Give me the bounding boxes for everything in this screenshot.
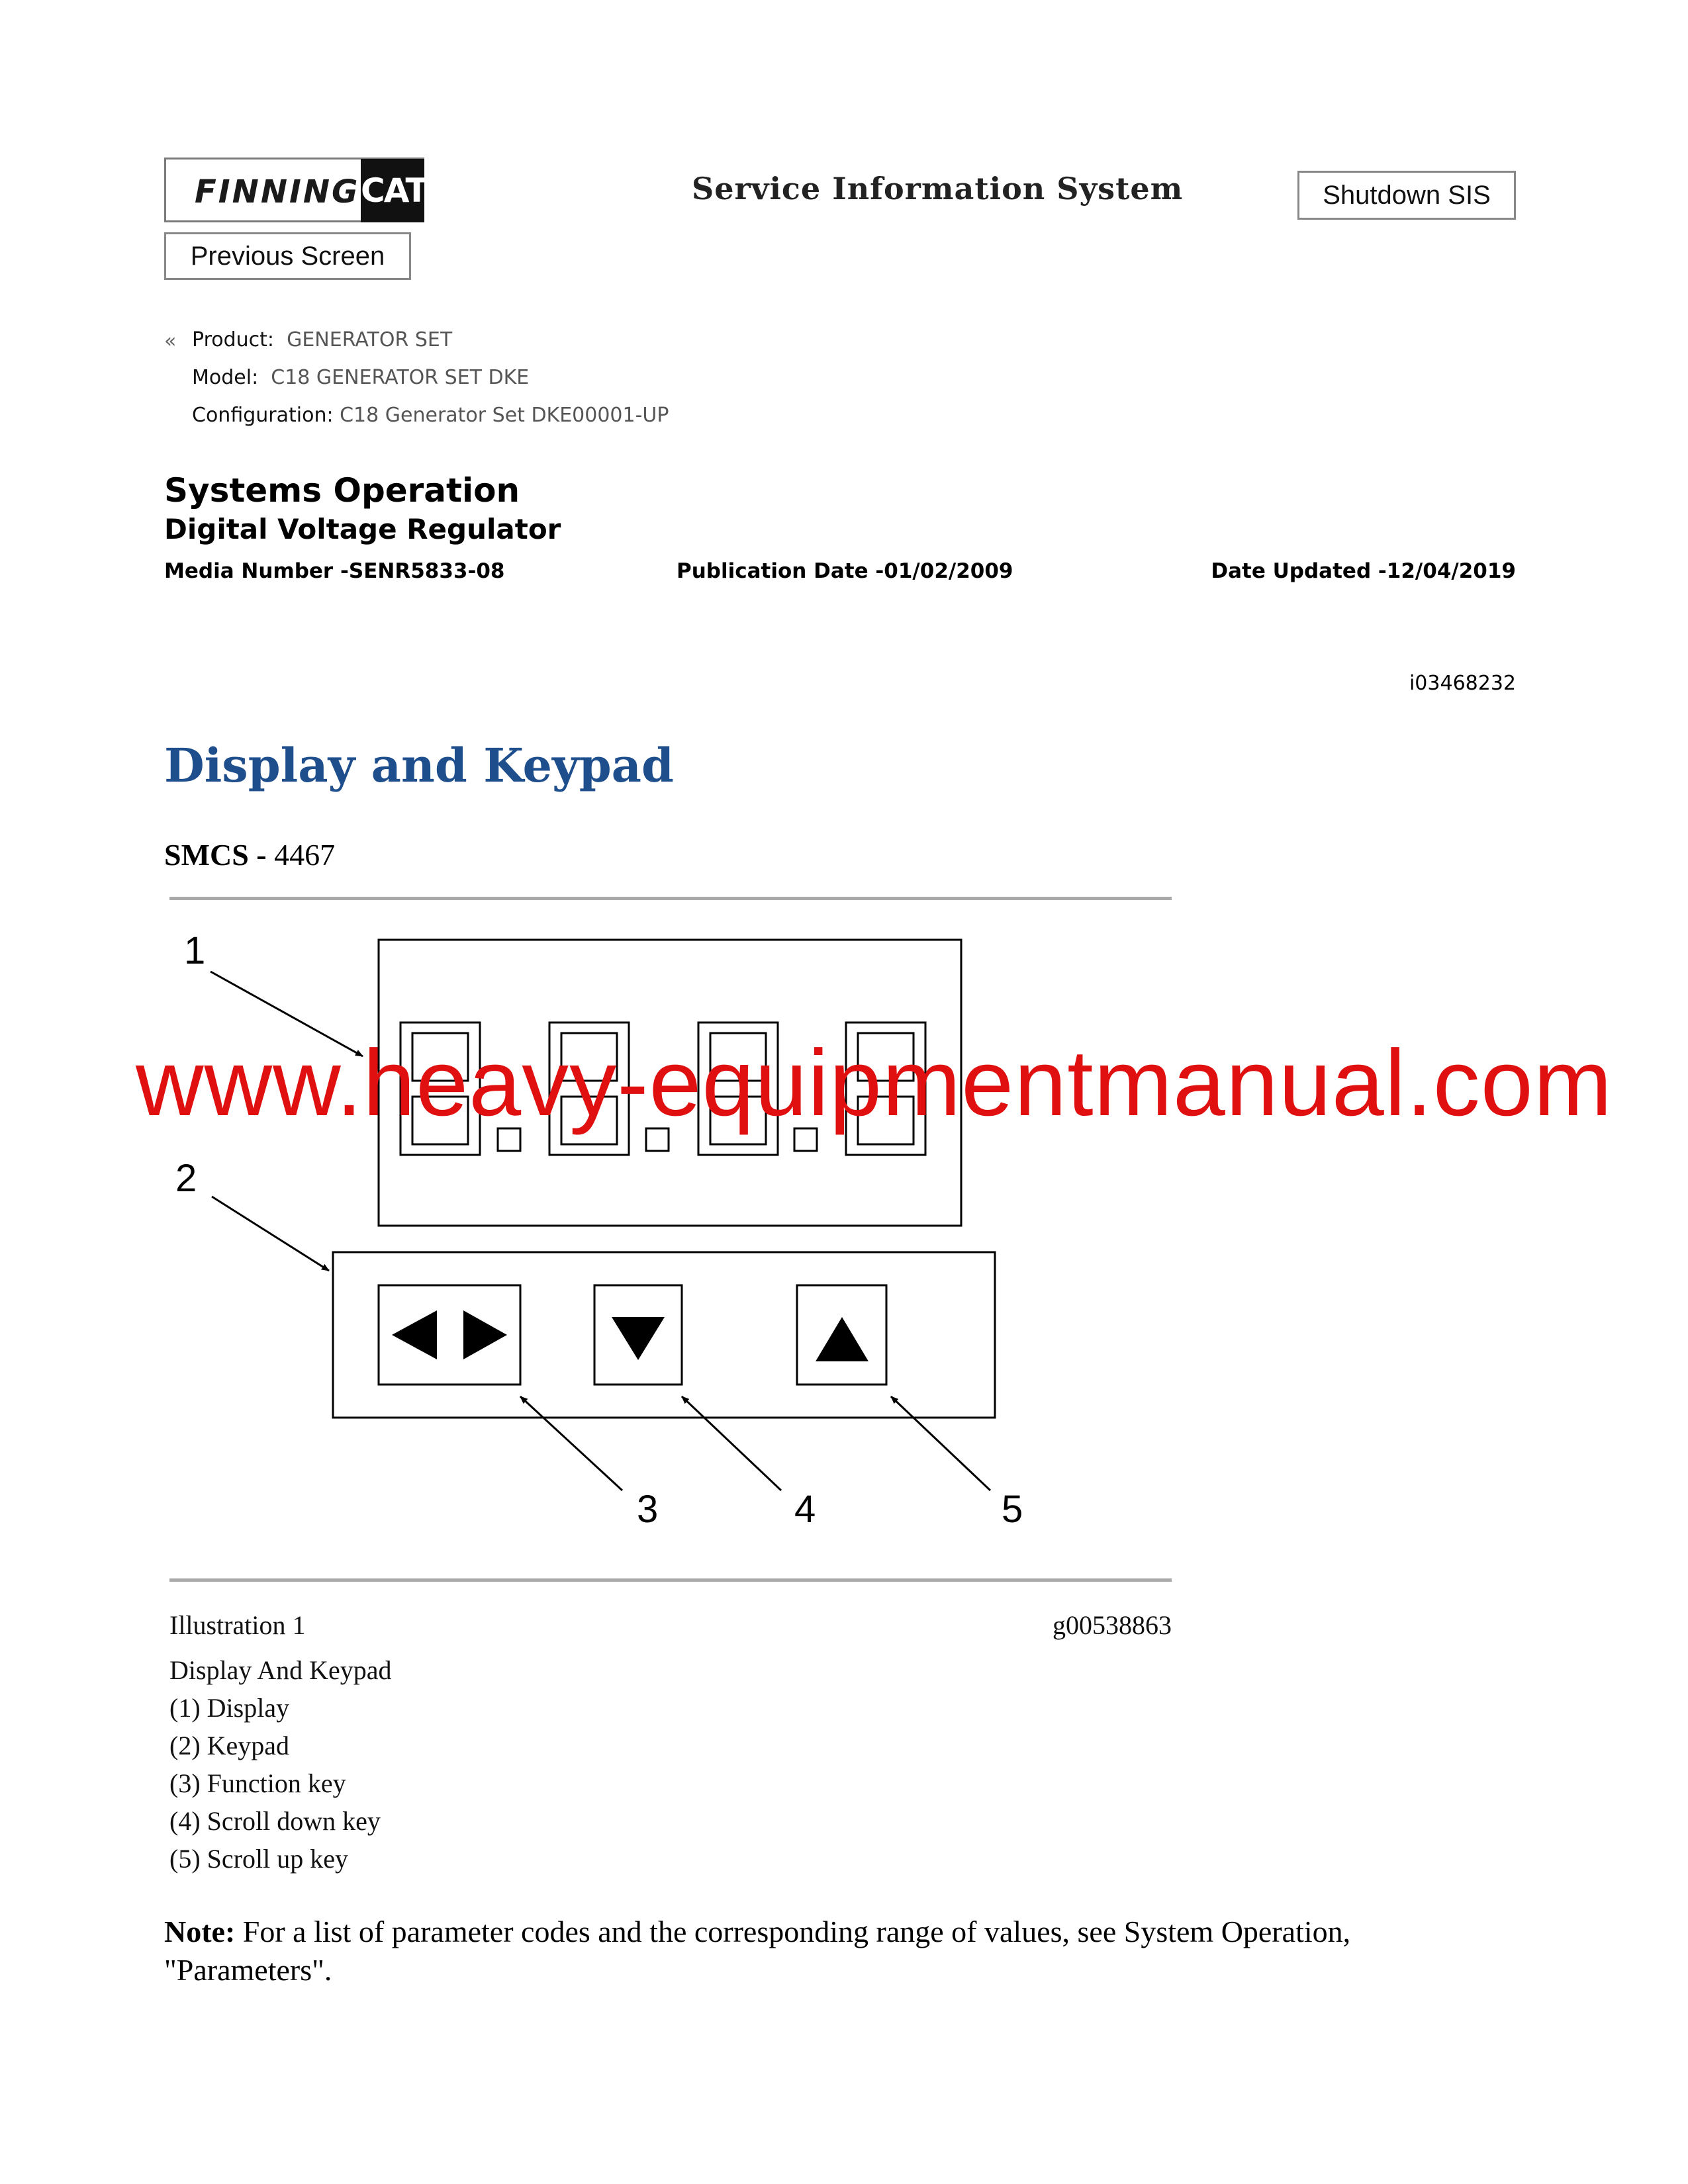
caption-item: (2) Keypad xyxy=(169,1731,290,1760)
page-title: Display and Keypad xyxy=(164,738,674,793)
caption-item: (1) Display xyxy=(169,1693,290,1723)
product-label: Product: xyxy=(192,328,275,351)
caption-item: (4) Scroll down key xyxy=(169,1806,381,1836)
system-title: Service Information System xyxy=(692,171,1184,206)
smcs-code xyxy=(164,837,335,872)
collapse-arrow-icon[interactable]: « xyxy=(164,330,177,353)
caption-item: (3) Function key xyxy=(169,1768,346,1798)
shutdown-sis-button[interactable]: Shutdown SIS xyxy=(1297,171,1516,220)
configuration-value: C18 Generator Set DKE00001-UP xyxy=(340,404,669,427)
display-keypad-illustration xyxy=(0,900,1192,1535)
document-id: i03468232 xyxy=(1409,672,1516,695)
smcs-value: 4467 xyxy=(274,838,336,872)
subsection-heading: Digital Voltage Regulator xyxy=(164,513,561,545)
note-label: Note: xyxy=(164,1915,236,1948)
finning-logo-text: FINNING xyxy=(195,173,360,210)
configuration-row xyxy=(192,404,669,427)
caption-title: Display And Keypad xyxy=(169,1655,392,1685)
model-row xyxy=(192,366,529,389)
callout-3: 3 xyxy=(637,1488,659,1531)
model-label: Model: xyxy=(192,366,259,389)
note-text: For a list of parameter codes and the corresponding range of values, see System Operation, "Parameters". xyxy=(164,1915,1351,1987)
note-paragraph xyxy=(164,1913,1521,1989)
product-value: GENERATOR SET xyxy=(287,328,453,351)
cat-logo: CAT xyxy=(361,159,424,222)
media-number: Media Number -SENR5833-08 xyxy=(164,559,505,583)
graphic-id: g00538863 xyxy=(1053,1610,1172,1640)
callout-5: 5 xyxy=(1002,1488,1023,1531)
product-row xyxy=(192,328,452,351)
model-value: C18 GENERATOR SET DKE xyxy=(271,366,530,389)
illustration-bottom-rule xyxy=(169,1578,1172,1582)
publication-date: Publication Date -01/02/2009 xyxy=(677,559,1013,583)
date-updated: Date Updated -12/04/2019 xyxy=(1211,559,1516,583)
previous-screen-button[interactable]: Previous Screen xyxy=(164,232,411,280)
caption-item: (5) Scroll up key xyxy=(169,1844,348,1874)
callout-4: 4 xyxy=(794,1488,816,1531)
section-heading: Systems Operation xyxy=(164,471,520,510)
illustration-label: Illustration 1 xyxy=(169,1610,306,1640)
callout-1: 1 xyxy=(184,929,206,972)
smcs-label: SMCS - xyxy=(164,838,267,872)
callout-2: 2 xyxy=(175,1157,197,1200)
watermark: www.heavy-equipmentmanual.com xyxy=(136,1030,1613,1136)
configuration-label: Configuration: xyxy=(192,404,334,427)
